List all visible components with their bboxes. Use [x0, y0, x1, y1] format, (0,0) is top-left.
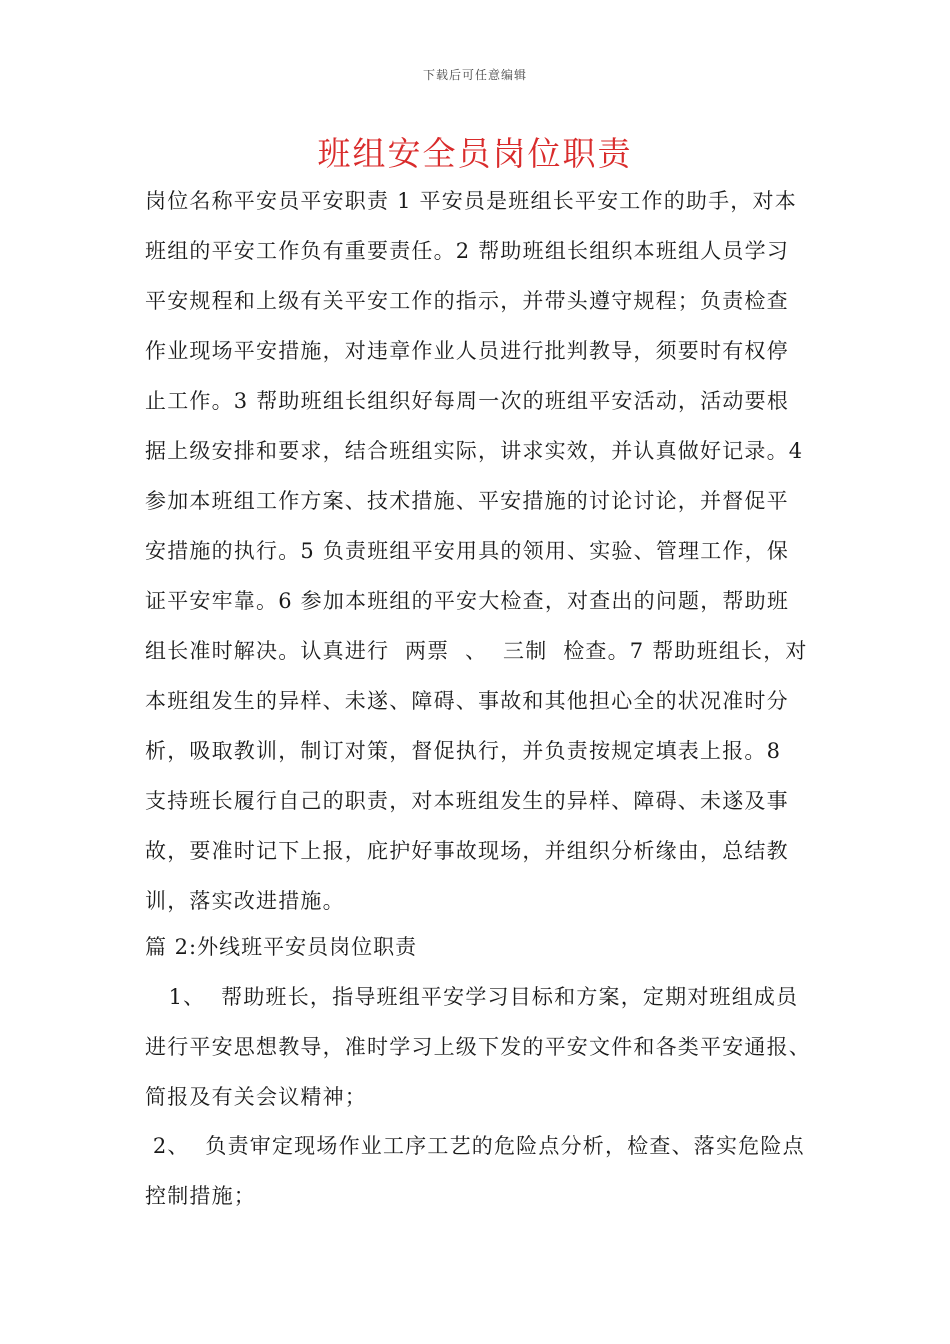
body-line: 止工作。3 帮助班组长组织好每周一次的班组平安活动，活动要根 [145, 389, 790, 413]
body-line: 析，吸取教训，制订对策，督促执行，并负责按规定填表上报。8 [145, 739, 782, 763]
section-heading: 篇 2:外线班平安员岗位职责 [145, 935, 418, 959]
body-line: 训，落实改进措施。 [145, 889, 345, 913]
item-line: 控制措施； [145, 1184, 256, 1208]
body-line: 组长准时解决。认真进行 两票 、 三制 检查。7 帮助班组长，对 [145, 639, 808, 663]
header-note: 下载后可任意编辑 [422, 68, 527, 82]
body-line: 证平安牢靠。6 参加本班组的平安大检查，对查出的问题，帮助班 [145, 589, 790, 613]
body-line: 安措施的执行。5 负责班组平安用具的领用、实验、管理工作，保 [145, 539, 790, 563]
body-line: 岗位名称平安员平安职责 1 平安员是班组长平安工作的助手，对本 [145, 189, 797, 213]
item-line: 2、 负责审定现场作业工序工艺的危险点分析，检查、落实危险点 [145, 1134, 805, 1158]
item-line: 简报及有关会议精神； [145, 1085, 367, 1109]
duty-item-1 [145, 972, 813, 1122]
item-line: 进行平安思想教导，准时学习上级下发的平安文件和各类平安通报、 [145, 1035, 811, 1059]
body-line: 作业现场平安措施，对违章作业人员进行批判教导，须要时有权停 [145, 339, 789, 363]
body-line: 本班组发生的异样、未遂、障碍、事故和其他担心全的状况准时分 [145, 689, 789, 713]
body-line: 支持班长履行自己的职责，对本班组发生的异样、障碍、未遂及事 [145, 789, 789, 813]
body-line: 班组的平安工作负有重要责任。2 帮助班组长组织本班组人员学习 [145, 239, 790, 263]
body-line: 据上级安排和要求，结合班组实际，讲求实效，并认真做好记录。4 [145, 439, 804, 463]
document-title: 班组安全员岗位职责 [317, 134, 633, 173]
body-line: 故，要准时记下上报，庇护好事故现场，并组织分析缘由，总结教 [145, 839, 789, 863]
body-paragraph [145, 176, 813, 926]
duty-item-2 [145, 1121, 813, 1221]
body-line: 平安规程和上级有关平安工作的指示，并带头遵守规程；负责检查 [145, 289, 789, 313]
body-line: 参加本班组工作方案、技术措施、平安措施的讨论讨论，并督促平 [145, 489, 789, 513]
item-line: 1、 帮助班长，指导班组平安学习目标和方案，定期对班组成员 [145, 985, 799, 1009]
